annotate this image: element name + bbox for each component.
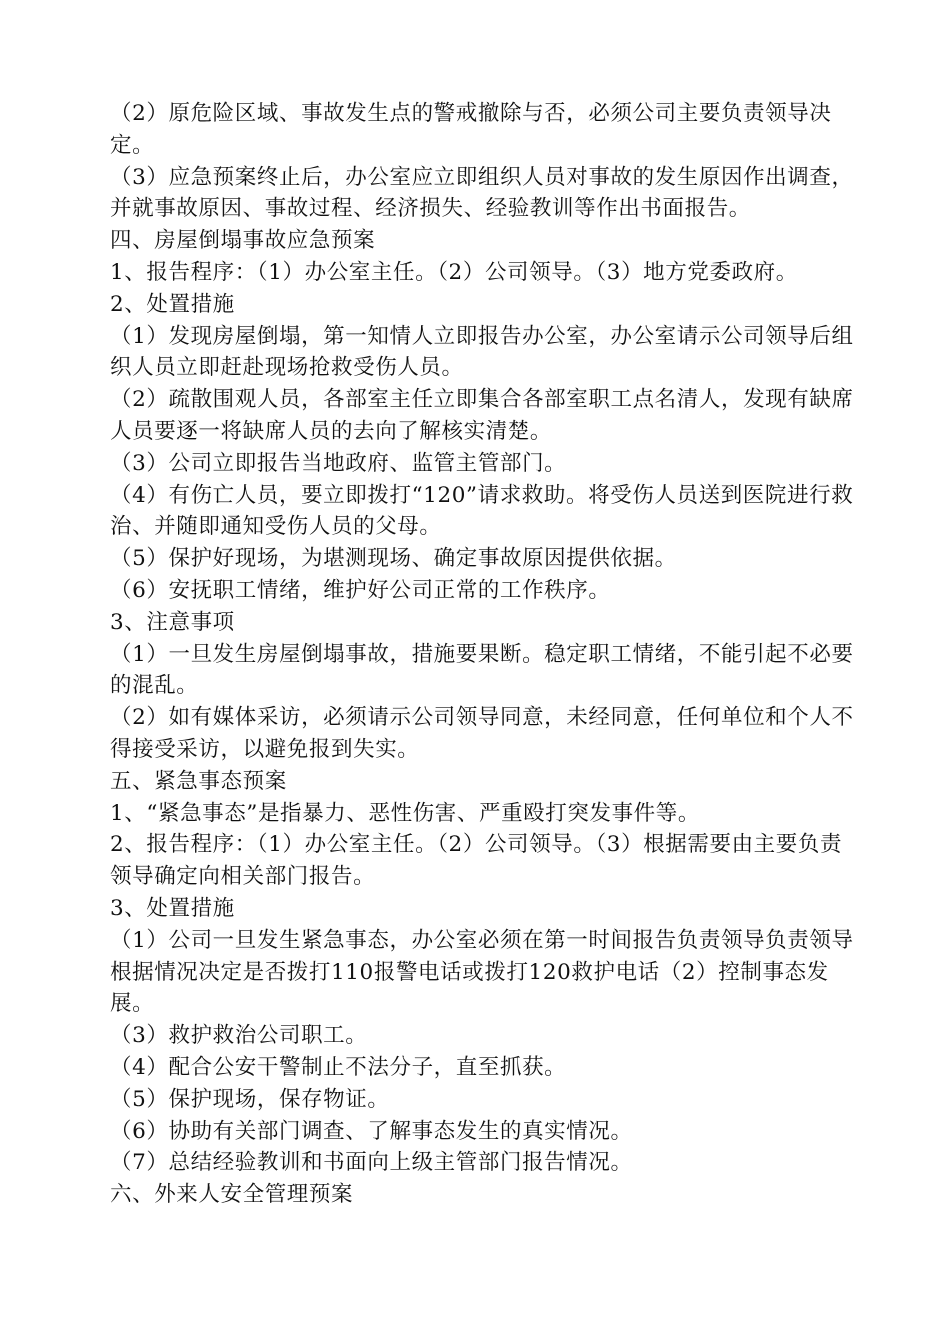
subheading-measures-4: 2、处置措施	[110, 291, 235, 317]
paragraph-measure-4-4: （4）有伤亡人员，要立即拨打“120”请求救助。将受伤人员送到医院进行救治、并随即通知受伤人员的父母。	[110, 482, 854, 540]
paragraph-measure-4-1: （1）发现房屋倒塌，第一知情人立即报告办公室，办公室请示公司领导后组织人员立即赶赴现场抢救受伤人员。	[110, 323, 854, 381]
paragraph-2: （3）应急预案终止后，办公室应立即组织人员对事故的发生原因作出调查，并就事故原因、事故过程、经济损失、经验教训等作出书面报告。	[110, 164, 854, 222]
paragraph-note-4-1: （1）一旦发生房屋倒塌事故，措施要果断。稳定职工情绪，不能引起不必要的混乱。	[110, 641, 854, 699]
paragraph-measure-4-2: （2）疏散围观人员，各部室主任立即集合各部室职工点名清人，发现有缺席人员要逐一将缺席人员的去向了解核实清楚。	[110, 387, 854, 444]
paragraph-measure-5-1: （1）公司一旦发生紧急事态，办公室必须在第一时间报告负责领导负责领导根据情况决定是否拨打110报警电话或拨打120救护电话（2）控制事态发展。	[110, 927, 854, 1017]
subheading-notes-4: 3、注意事项	[110, 609, 235, 635]
paragraph-report-procedure-5: 2、报告程序：（1）办公室主任。（2）公司领导。（3）根据需要由主要负责领导确定向相关部门报告。	[110, 832, 843, 890]
paragraph-measure-5-5: （5）保护现场，保存物证。	[110, 1086, 390, 1112]
section-heading-4: 四、房屋倒塌事故应急预案	[110, 228, 376, 254]
paragraph-measure-4-6: （6）安抚职工情绪，维护好公司正常的工作秩序。	[110, 577, 611, 603]
paragraph-measure-4-5: （5）保护好现场，为堪测现场、确定事故原因提供依据。	[110, 546, 677, 572]
paragraph-1: （2）原危险区域、事故发生点的警戒撤除与否，必须公司主要负责领导决定。	[110, 101, 832, 158]
paragraph-note-4-2: （2）如有媒体采访，必须请示公司领导同意，未经同意，任何单位和个人不得接受采访，以避免报到失实。	[110, 705, 854, 762]
paragraph-measure-5-4: （4）配合公安干警制止不法分子，直至抓获。	[110, 1054, 567, 1080]
paragraph-measure-4-3: （3）公司立即报告当地政府、监管主管部门。	[110, 450, 567, 476]
section-heading-6: 六、外来人安全管理预案	[110, 1182, 354, 1208]
subheading-measures-5: 3、处置措施	[110, 895, 235, 921]
paragraph-measure-5-6: （6）协助有关部门调查、了解事态发生的真实情况。	[110, 1118, 633, 1144]
paragraph-measure-5-7: （7）总结经验教训和书面向上级主管部门报告情况。	[110, 1150, 633, 1176]
paragraph-report-procedure-4: 1、报告程序：（1）办公室主任。（2）公司领导。（3）地方党委政府。	[110, 259, 798, 285]
paragraph-measure-5-3: （3）救护救治公司职工。	[110, 1023, 368, 1049]
section-heading-5: 五、紧急事态预案	[110, 768, 287, 794]
paragraph-definition-5: 1、“紧急事态”是指暴力、恶性伤害、严重殴打突发事件等。	[110, 800, 700, 826]
document-body	[110, 98, 860, 1211]
